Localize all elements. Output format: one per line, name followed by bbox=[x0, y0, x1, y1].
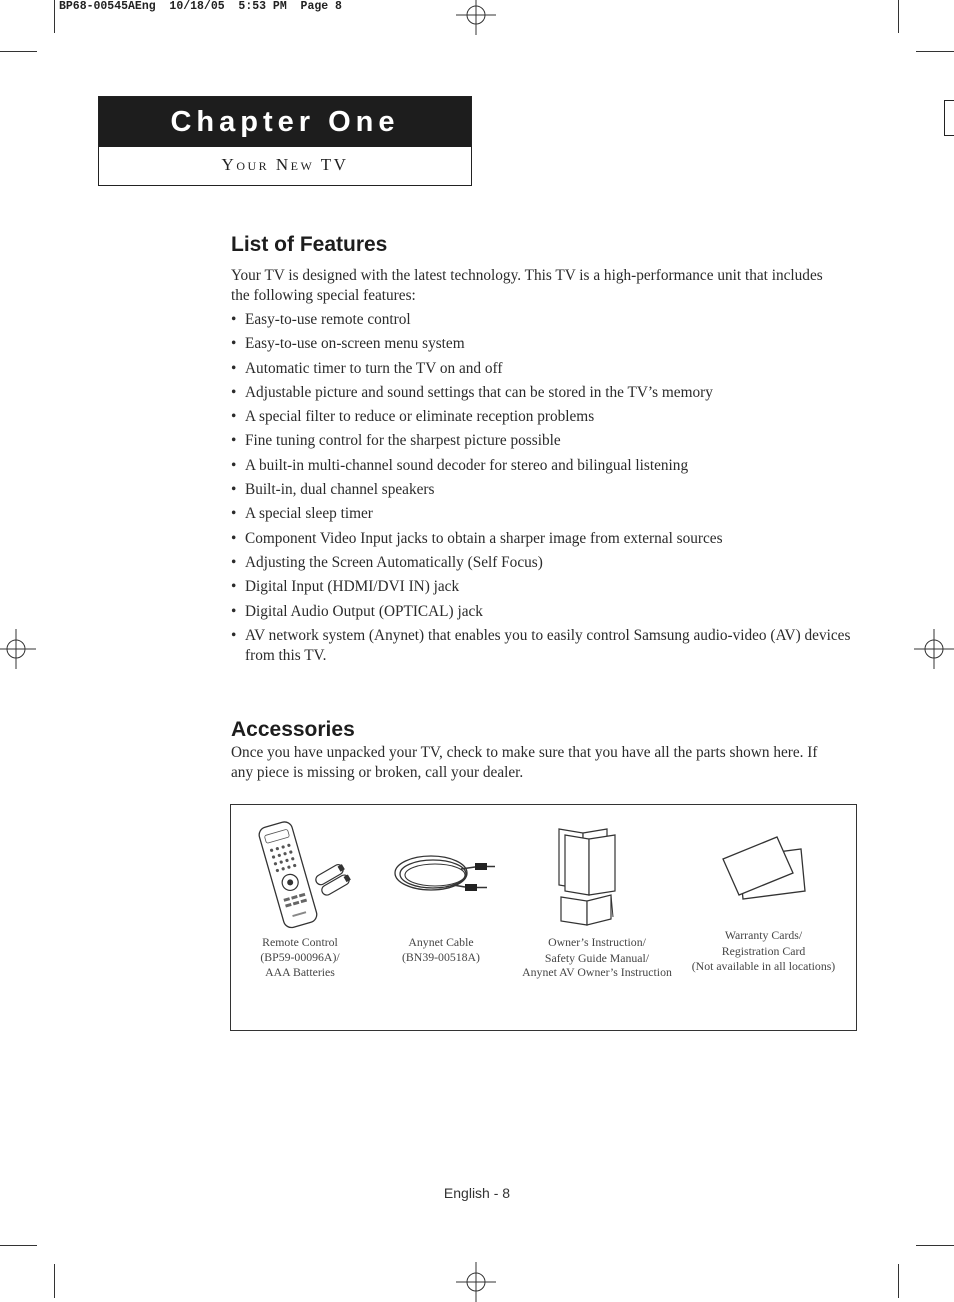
features-list bbox=[231, 310, 851, 670]
caption-line: AAA Batteries bbox=[265, 965, 335, 979]
accessory-remote-control bbox=[231, 805, 371, 1030]
caption-line: Remote Control bbox=[262, 935, 338, 949]
caption-line: Registration Card bbox=[721, 943, 806, 958]
registration-mark-icon bbox=[456, 0, 496, 35]
feature-item: • Digital Audio Output (OPTICAL) jack bbox=[231, 602, 851, 622]
anynet-cable-caption bbox=[371, 935, 511, 964]
feature-item: • Easy-to-use on-screen menu system bbox=[231, 334, 851, 354]
feature-item: • Digital Input (HDMI/DVI IN) jack bbox=[231, 577, 851, 597]
remote-control-icon bbox=[247, 817, 357, 933]
accessories-intro: Once you have unpacked your TV, check to make sure that you have all the parts shown here. If any piece is missing or broken, call your dealer. bbox=[231, 744, 818, 781]
feature-item: • Component Video Input jacks to obtain a sharper image from external sources bbox=[231, 529, 851, 549]
caption-line: Warranty Cards/ bbox=[724, 928, 803, 942]
caption-line: (Not available in all locations) bbox=[691, 959, 836, 973]
feature-item: • A special filter to reduce or eliminate reception problems bbox=[231, 407, 851, 427]
accessory-warranty-cards bbox=[681, 805, 857, 1030]
feature-item: • AV network system (Anynet) that enables you to easily control Samsung audio-video (AV) devices from this TV. bbox=[231, 626, 851, 666]
registration-mark-icon bbox=[0, 629, 36, 669]
manuals-icon bbox=[553, 825, 643, 929]
crop-mark bbox=[898, 0, 899, 33]
accessory-manuals bbox=[511, 805, 681, 1030]
cards-icon bbox=[719, 835, 809, 905]
caption-line: (BP59-00096A)/ bbox=[260, 949, 340, 964]
crop-mark bbox=[916, 1245, 954, 1246]
accessory-anynet-cable bbox=[371, 805, 511, 1030]
features-intro: Your TV is designed with the latest technology. This TV is a high-performance unit that includes the following special features: bbox=[231, 267, 823, 304]
manuals-caption bbox=[511, 935, 683, 980]
caption-line: Owner’s Instruction/ bbox=[548, 935, 646, 949]
feature-item: • A built-in multi-channel sound decoder for stereo and bilingual listening bbox=[231, 456, 851, 476]
caption-line: Anynet AV Owner’s Instruction bbox=[522, 965, 672, 979]
accessories-heading: Accessories bbox=[231, 718, 355, 741]
chapter-banner bbox=[98, 96, 472, 186]
crop-mark bbox=[54, 0, 55, 33]
caption-line: Safety Guide Manual/ bbox=[544, 950, 650, 965]
chapter-title: Chapter One bbox=[99, 97, 471, 147]
remote-control-caption bbox=[231, 935, 369, 980]
warranty-cards-caption bbox=[681, 928, 846, 974]
registration-mark-icon bbox=[456, 1262, 496, 1302]
caption-line: Anynet Cable bbox=[408, 935, 474, 949]
feature-item: • Adjusting the Screen Automatically (Self Focus) bbox=[231, 553, 851, 573]
feature-item: • Automatic timer to turn the TV on and off bbox=[231, 359, 851, 379]
features-heading: List of Features bbox=[231, 233, 388, 256]
print-slug: BP68-00545AEng 10/18/05 5:53 PM Page 8 bbox=[59, 0, 342, 13]
crop-mark bbox=[54, 1264, 55, 1298]
caption-line: (BN39-00518A) bbox=[402, 949, 480, 964]
crop-mark bbox=[0, 1245, 37, 1246]
feature-item: • Adjustable picture and sound settings that can be stored in the TV’s memory bbox=[231, 383, 851, 403]
page-number: English - 8 bbox=[443, 1185, 511, 1201]
feature-item: • Easy-to-use remote control bbox=[231, 310, 851, 330]
accessories-box bbox=[230, 804, 857, 1031]
feature-item: • Built-in, dual channel speakers bbox=[231, 480, 851, 500]
feature-item: • A special sleep timer bbox=[231, 504, 851, 524]
section-tab-mark bbox=[944, 100, 954, 136]
chapter-subtitle: Your New TV bbox=[221, 155, 349, 174]
registration-mark-icon bbox=[914, 629, 954, 669]
crop-mark bbox=[898, 1264, 899, 1298]
feature-item: • Fine tuning control for the sharpest picture possible bbox=[231, 431, 851, 451]
crop-mark bbox=[0, 51, 37, 52]
crop-mark bbox=[916, 51, 954, 52]
cable-icon bbox=[391, 847, 496, 899]
